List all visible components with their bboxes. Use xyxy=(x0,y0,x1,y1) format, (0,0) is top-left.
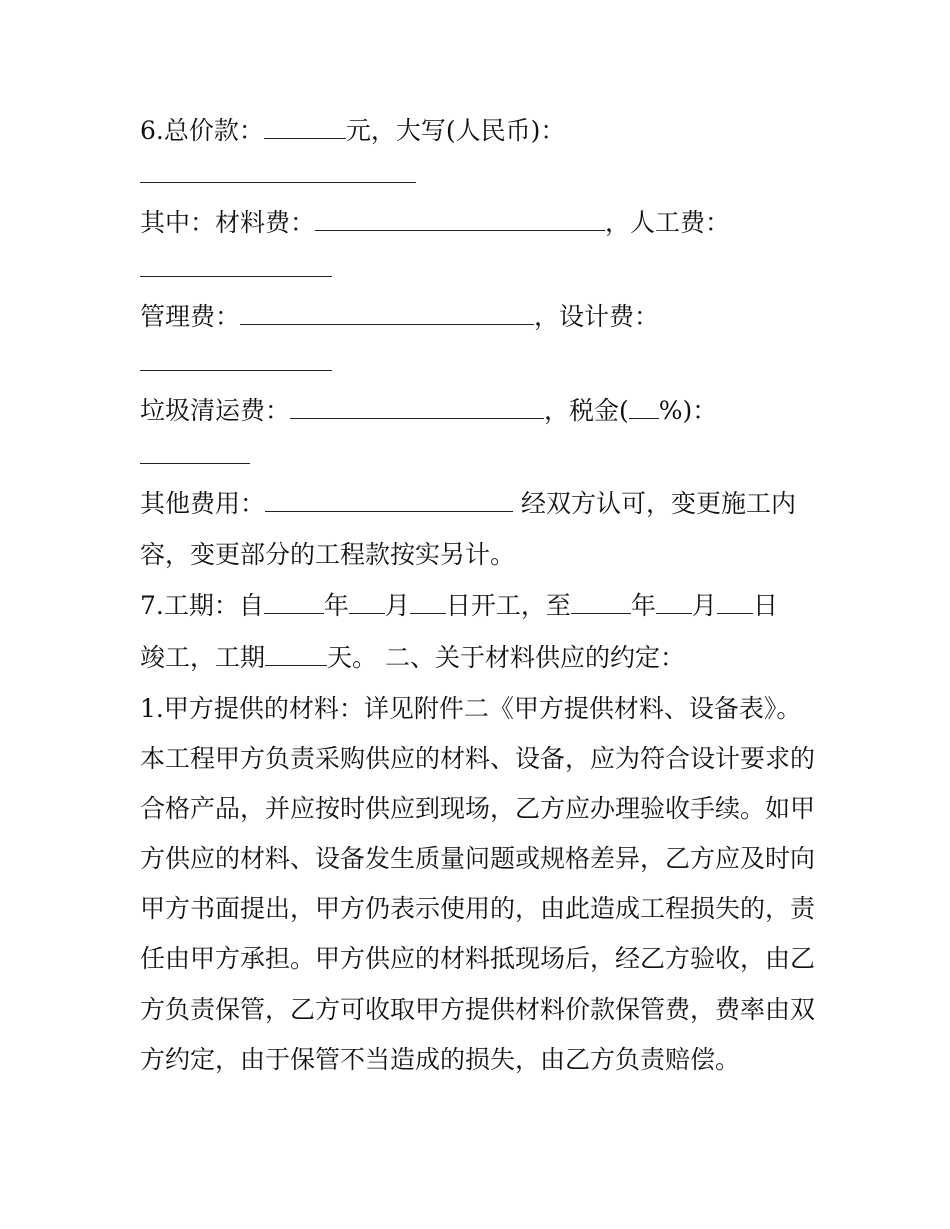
material-fee-blank xyxy=(315,208,605,231)
design-fee-label: ，设计费： xyxy=(534,302,660,331)
duration-days-suffix: 天。 二、关于材料供应的约定： xyxy=(327,643,685,672)
tax-rate-blank xyxy=(629,396,659,419)
paragraph-text-4: 方供应的材料、设备发生质量问题或规格差异，乙方应及时向 xyxy=(140,844,816,873)
material-fee-label: 其中：材料费： xyxy=(140,208,316,237)
garbage-fee-label: 垃圾清运费： xyxy=(140,396,291,425)
garbage-fee-blank xyxy=(290,396,544,419)
tax-amount-blank xyxy=(140,463,250,464)
paragraph-line-5 xyxy=(140,894,830,924)
paragraph-text-3: 合格产品，并应按时供应到现场，乙方应办理验收手续。如甲 xyxy=(140,794,816,823)
end-day-blank xyxy=(717,591,753,614)
total-price-blank xyxy=(264,116,346,139)
construction-period-line-2 xyxy=(140,643,830,673)
end-year-label: 年 xyxy=(630,591,656,620)
end-year-blank xyxy=(571,591,631,614)
end-month-blank xyxy=(656,591,692,614)
garbage-fee-line xyxy=(140,396,830,426)
paragraph-text-8: 方约定，由于保管不当造成的损失，由乙方负责赔偿。 xyxy=(140,1045,741,1074)
total-price-uppercase-blank xyxy=(140,182,416,183)
tax-percent: %)： xyxy=(658,396,718,425)
material-fee-line xyxy=(140,208,830,238)
paragraph-line-2 xyxy=(140,744,830,774)
start-month-label: 月 xyxy=(384,591,410,620)
start-year-label: 年 xyxy=(323,591,349,620)
end-day-label: 日 xyxy=(752,591,778,620)
labor-fee-label: ，人工费： xyxy=(605,208,731,237)
paragraph-text-1: 1.甲方提供的材料：详见附件二《甲方提供材料、设备表》。 xyxy=(140,694,802,723)
tax-label: ，税金( xyxy=(544,396,629,425)
paragraph-line-3 xyxy=(140,794,830,824)
management-fee-label: 管理费： xyxy=(140,302,241,331)
paragraph-line-1 xyxy=(140,694,830,724)
start-month-blank xyxy=(349,591,385,614)
total-price-label: 6.总价款： xyxy=(140,116,264,145)
start-year-blank xyxy=(264,591,324,614)
other-fee-note: 经双方认可，变更施工内 xyxy=(520,489,796,518)
completion-label: 竣工，工期 xyxy=(140,643,266,672)
total-price-line xyxy=(140,116,830,146)
other-fee-blank xyxy=(265,489,513,512)
start-day-blank xyxy=(410,591,446,614)
paragraph-line-6 xyxy=(140,944,830,974)
paragraph-text-5: 甲方书面提出，甲方仍表示使用的，由此造成工程损失的，责 xyxy=(140,894,816,923)
period-label: 7.工期：自 xyxy=(140,591,264,620)
management-fee-line xyxy=(140,302,830,332)
design-fee-blank xyxy=(140,370,332,371)
other-fee-line-2 xyxy=(140,540,830,570)
paragraph-line-4 xyxy=(140,844,830,874)
paragraph-text-6: 任由甲方承担。甲方供应的材料抵现场后，经乙方验收，由乙 xyxy=(140,944,816,973)
duration-days-blank xyxy=(265,643,327,666)
other-fee-note-cont: 容，变更部分的工程款按实另计。 xyxy=(140,540,516,569)
total-price-suffix: 元，大写(人民币)： xyxy=(345,116,566,145)
other-fee-line xyxy=(140,489,830,519)
paragraph-text-2: 本工程甲方负责采购供应的材料、设备，应为符合设计要求的 xyxy=(140,744,816,773)
paragraph-line-8 xyxy=(140,1045,830,1075)
paragraph-text-7: 方负责保管，乙方可收取甲方提供材料价款保管费，费率由双 xyxy=(140,995,816,1024)
start-day-label: 日开工，至 xyxy=(445,591,571,620)
management-fee-blank xyxy=(240,302,534,325)
paragraph-line-7 xyxy=(140,995,830,1025)
other-fee-label: 其他费用： xyxy=(140,489,266,518)
construction-period-line xyxy=(140,591,830,621)
labor-fee-blank xyxy=(140,276,332,277)
end-month-label: 月 xyxy=(691,591,717,620)
